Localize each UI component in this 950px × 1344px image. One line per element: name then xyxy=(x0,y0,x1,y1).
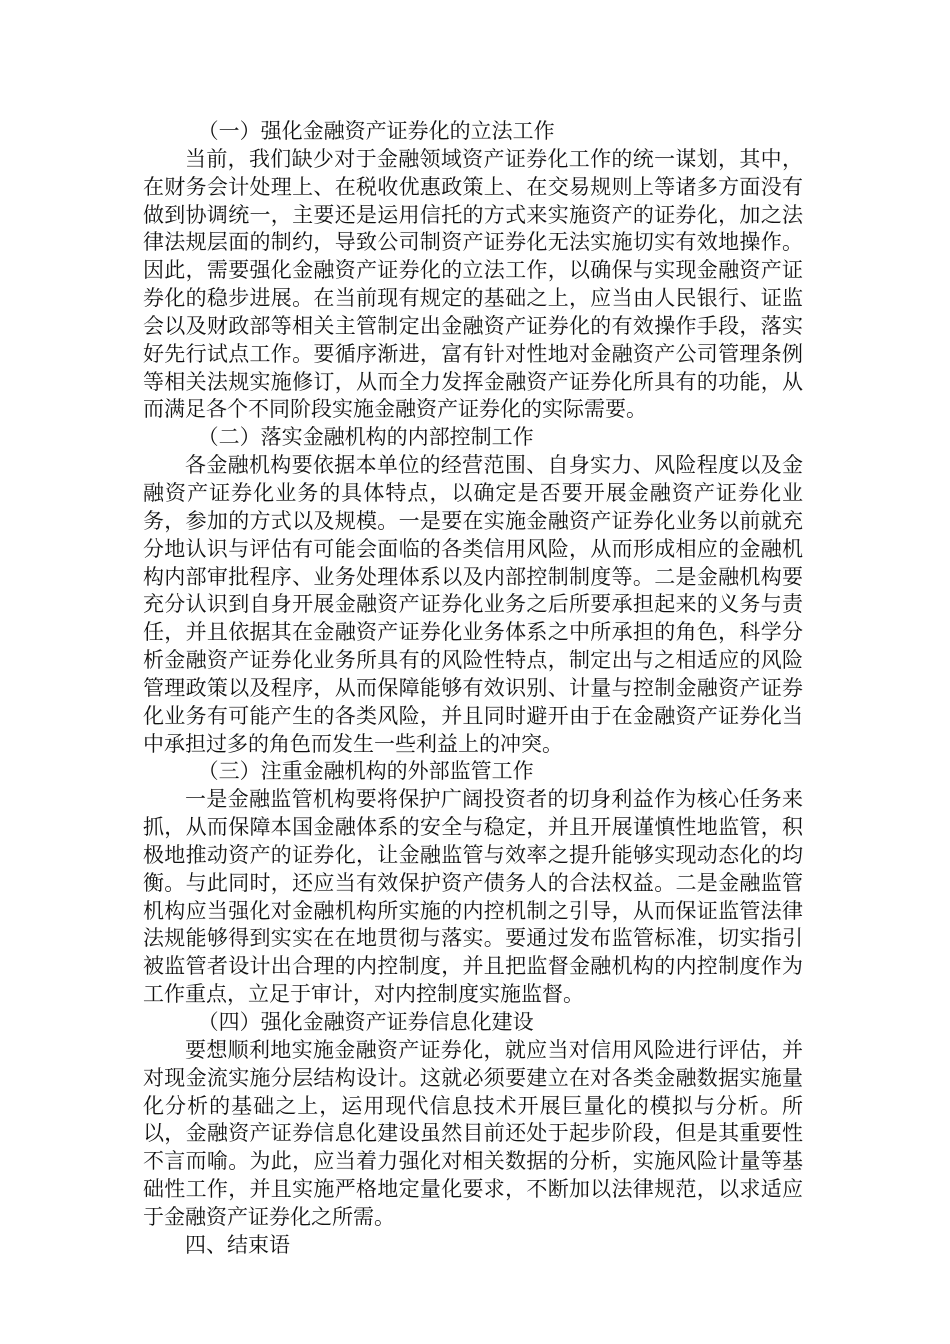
section-heading-3: （三）注重金融机构的外部监管工作 xyxy=(197,759,534,784)
paragraph-external-supervision: 一是金融监管机构要将保护广阔投资者的切身利益作为核心任务来抓，从而保障本国金融体系的安全与稳定，并且开展谨慎性地监管，积极地推动资产的证券化，让金融监管与效率之提升能够实现动态化的均衡。与此同时，还应当有效保护资产债务人的合法权益。二是金融监管机构应当强化对金融机构所实施的内控机制之引导，从而保证监管法律法规能够得到实实在在地贯彻与落实。要通过发布监管标准，切实指引被监管者设计出合理的内控制度，并且把监督金融机构的内控制度作为工作重点，立足于审计，对内控制度实施监督。 xyxy=(143,787,803,1007)
paragraph-legislation: 当前，我们缺少对于金融领域资产证券化工作的统一谋划，其中，在财务会计处理上、在税收优惠政策上、在交易规则上等诸多方面没有做到协调统一，主要还是运用信托的方式来实施资产的证券化，加之法律法规层面的制约，导致公司制资产证券化无法实施切实有效地操作。因此，需要强化金融资产证券化的立法工作，以确保与实现金融资产证券化的稳步进展。在当前现有规定的基础之上，应当由人民银行、证监会以及财政部等相关主管制定出金融资产证券化的有效操作手段，落实好先行试点工作。要循序渐进，富有针对性地对金融资产公司管理条例等相关法规实施修订，从而全力发挥金融资产证券化所具有的功能，从而满足各个不同阶段实施金融资产证券化的实际需要。 xyxy=(143,146,803,422)
conclusion-heading: 四、结束语 xyxy=(185,1232,290,1257)
section-heading-1: （一）强化金融资产证券化的立法工作 xyxy=(197,119,555,143)
paragraph-internal-control: 各金融机构要依据本单位的经营范围、自身实力、风险程度以及金融资产证券化业务的具体特点，以确定是否要开展金融资产证券化业务，参加的方式以及规模。一是要在实施金融资产证券化业务以前就充分地认识与评估有可能会面临的各类信用风险，从而形成相应的金融机构内部审批程序、业务处理体系以及内部控制制度等。二是金融机构要充分认识到自身开展金融资产证券化业务之后所要承担起来的义务与责任，并且依据其在金融资产证券化业务体系之中所承担的角色，科学分析金融资产证券化业务所具有的风险性特点，制定出与之相适应的风险管理政策以及程序，从而保障能够有效识别、计量与控制金融资产证券化业务有可能产生的各类风险，并且同时避开由于在金融资产证券化当中承担过多的角色而发生一些利益上的冲突。 xyxy=(143,453,803,756)
section-heading-2: （二）落实金融机构的内部控制工作 xyxy=(197,425,534,450)
document-body xyxy=(143,118,803,1260)
section-heading-4: （四）强化金融资产证券信息化建设 xyxy=(197,1010,534,1034)
paragraph-informatization: 要想顺利地实施金融资产证券化，就应当对信用风险进行评估，并对现金流实施分层结构设计。这就必须要建立在对各类金融数据实施量化分析的基础之上，运用现代信息技术开展巨量化的模拟与分析。所以，金融资产证券信息化建设虽然目前还处于起步阶段，但是其重要性不言而喻。为此，应当着力强化对相关数据的分析，实施风险计量等基础性工作，并且实施严格地定量化要求，不断加以法律规范，以求适应于金融资产证券化之所需。 xyxy=(143,1037,803,1229)
